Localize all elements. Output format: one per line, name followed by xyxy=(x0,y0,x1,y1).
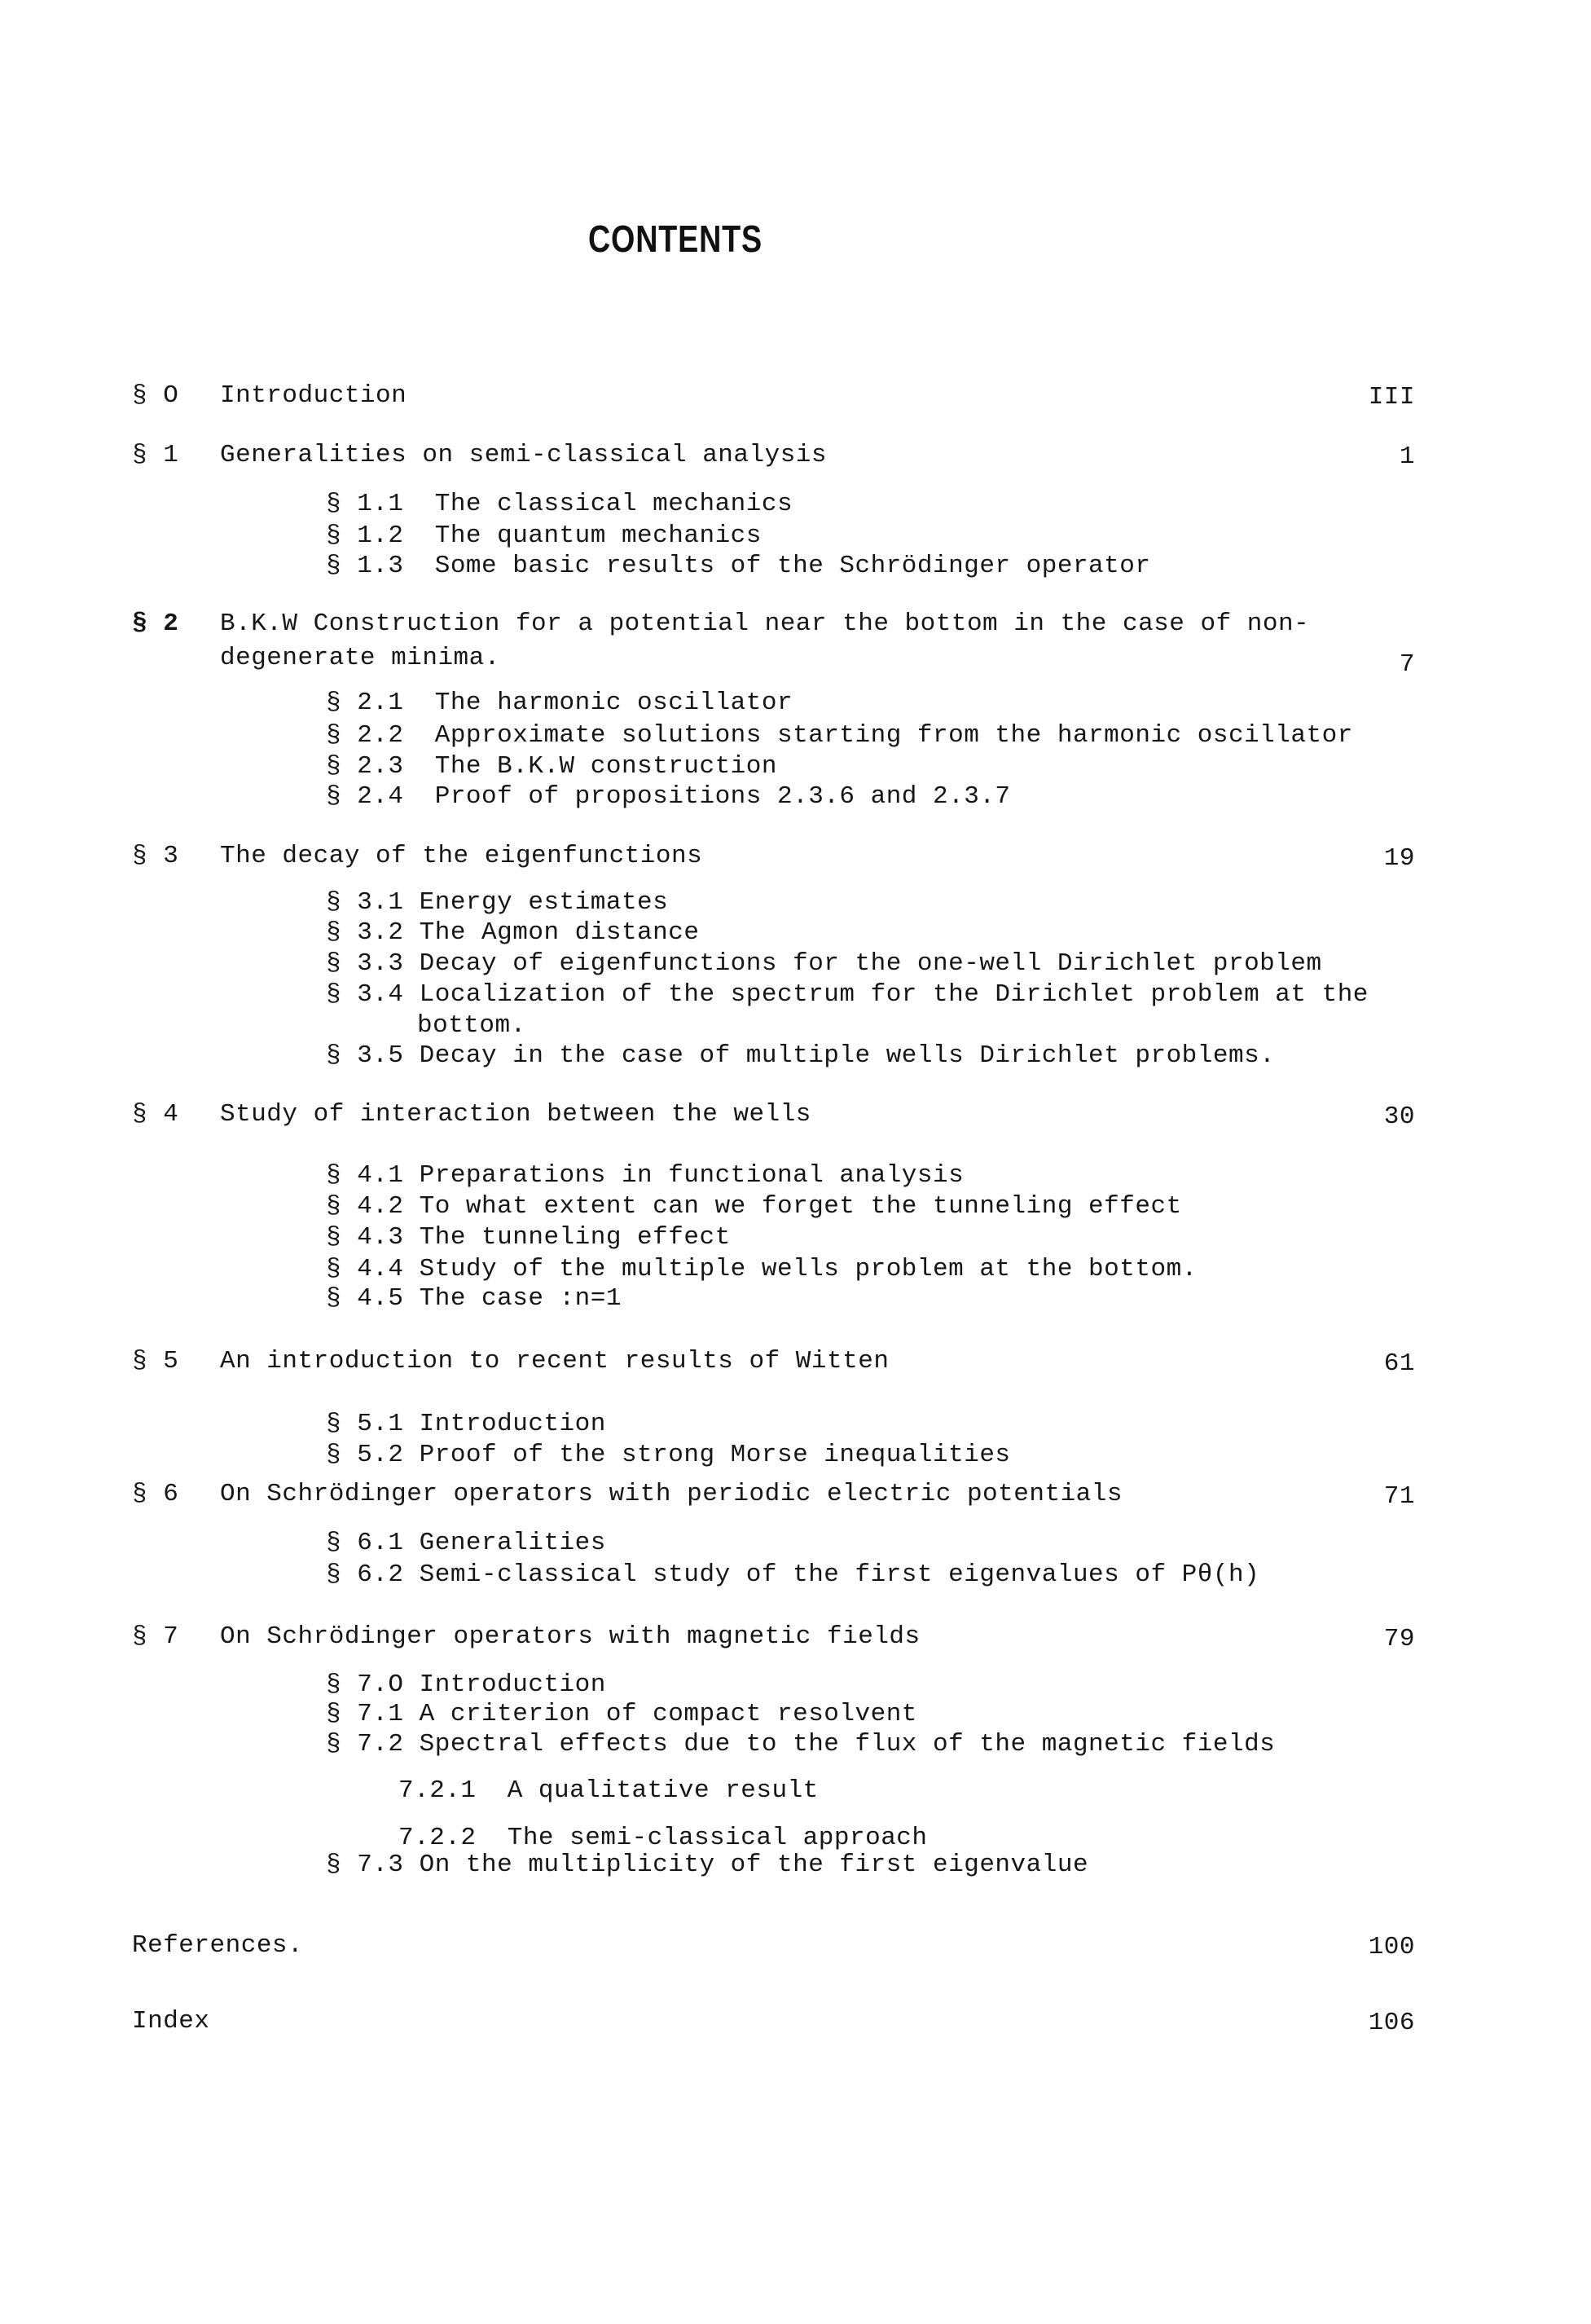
section-5-num: § 5 xyxy=(132,1347,179,1375)
toc-entry-4-2: § 4.2 To what extent can we forget the tunneling effect xyxy=(326,1192,1182,1221)
section-0-title: Introduction xyxy=(220,381,407,410)
page-title: CONTENTS xyxy=(588,218,763,260)
section-3-title: The decay of the eigenfunctions xyxy=(220,842,703,870)
section-1-page: 1 xyxy=(1399,442,1415,471)
section-7-num: § 7 xyxy=(132,1622,179,1651)
toc-entry-6-1: § 6.1 Generalities xyxy=(326,1529,606,1557)
section-3-page: 19 xyxy=(1383,844,1415,873)
section-7-title: On Schrödinger operators with magnetic fields xyxy=(220,1622,921,1651)
section-5-page: 61 xyxy=(1383,1349,1415,1378)
toc-entry-3-4: § 3.4 Localization of the spectrum for the Dirichlet problem at the xyxy=(326,980,1369,1009)
section-1-num: § 1 xyxy=(132,441,179,469)
section-2-title-2: degenerate minima. xyxy=(220,644,500,672)
section-6-num: § 6 xyxy=(132,1480,179,1508)
toc-entry-2-1: § 2.1 The harmonic oscillator xyxy=(326,689,793,717)
toc-entry-3-2: § 3.2 The Agmon distance xyxy=(326,918,700,947)
index-label: Index xyxy=(132,2007,210,2036)
toc-entry-4-1: § 4.1 Preparations in functional analysis xyxy=(326,1161,965,1190)
index-page: 106 xyxy=(1368,2009,1415,2037)
toc-entry-2-4: § 2.4 Proof of propositions 2.3.6 and 2.3.7 xyxy=(326,782,1011,811)
toc-entry-7-2-2: 7.2.2 The semi-classical approach xyxy=(398,1824,928,1852)
toc-entry-3-3: § 3.3 Decay of eigenfunctions for the one-well Dirichlet problem xyxy=(326,949,1322,978)
section-7-page: 79 xyxy=(1383,1625,1415,1653)
toc-entry-1-3: § 1.3 Some basic results of the Schrödinger operator xyxy=(326,552,1151,580)
toc-entry-2-2: § 2.2 Approximate solutions starting from the harmonic oscillator xyxy=(326,721,1353,750)
toc-entry-3-1: § 3.1 Energy estimates xyxy=(326,888,669,917)
section-4-page: 30 xyxy=(1383,1103,1415,1131)
toc-entry-1-2: § 1.2 The quantum mechanics xyxy=(326,522,762,550)
toc-entry-3-5: § 3.5 Decay in the case of multiple wells Dirichlet problems. xyxy=(326,1041,1276,1070)
references-label: References. xyxy=(132,1931,304,1960)
toc-entry-4-4: § 4.4 Study of the multiple wells problem at the bottom. xyxy=(326,1255,1198,1283)
toc-entry-7-3: § 7.3 On the multiplicity of the first eigenvalue xyxy=(326,1851,1089,1879)
references-page: 100 xyxy=(1368,1933,1415,1961)
toc-entry-7-0: § 7.O Introduction xyxy=(326,1670,606,1699)
section-6-title: On Schrödinger operators with periodic electric potentials xyxy=(220,1480,1123,1508)
toc-entry-4-5: § 4.5 The case :n=1 xyxy=(326,1284,622,1313)
section-1-title: Generalities on semi-classical analysis xyxy=(220,441,828,469)
section-0-num: § O xyxy=(132,381,179,410)
section-4-title: Study of interaction between the wells xyxy=(220,1100,811,1129)
section-6-page: 71 xyxy=(1383,1482,1415,1511)
section-2-title: B.K.W Construction for a potential near the bottom in the case of non- xyxy=(220,610,1310,638)
toc-entry-7-2: § 7.2 Spectral effects due to the flux of the magnetic fields xyxy=(326,1730,1276,1758)
toc-entry-4-3: § 4.3 The tunneling effect xyxy=(326,1223,731,1252)
section-2-num: § 2 xyxy=(132,610,179,638)
section-5-title: An introduction to recent results of Witten xyxy=(220,1347,890,1375)
section-0-page: III xyxy=(1368,383,1415,412)
toc-entry-6-2: § 6.2 Semi-classical study of the first eigenvalues of Pθ(h) xyxy=(326,1560,1260,1589)
toc-entry-5-1: § 5.1 Introduction xyxy=(326,1410,606,1438)
toc-entry-5-2: § 5.2 Proof of the strong Morse inequalities xyxy=(326,1441,1011,1469)
section-3-num: § 3 xyxy=(132,842,179,870)
toc-entry-2-3: § 2.3 The B.K.W construction xyxy=(326,752,777,781)
toc-entry-1-1: § 1.1 The classical mechanics xyxy=(326,490,793,518)
toc-entry-3-4-cont: bottom. xyxy=(417,1011,526,1040)
toc-entry-7-2-1: 7.2.1 A qualitative result xyxy=(398,1776,819,1805)
toc-entry-7-1: § 7.1 A criterion of compact resolvent xyxy=(326,1700,917,1728)
section-4-num: § 4 xyxy=(132,1100,179,1129)
section-2-page: 7 xyxy=(1399,650,1415,679)
